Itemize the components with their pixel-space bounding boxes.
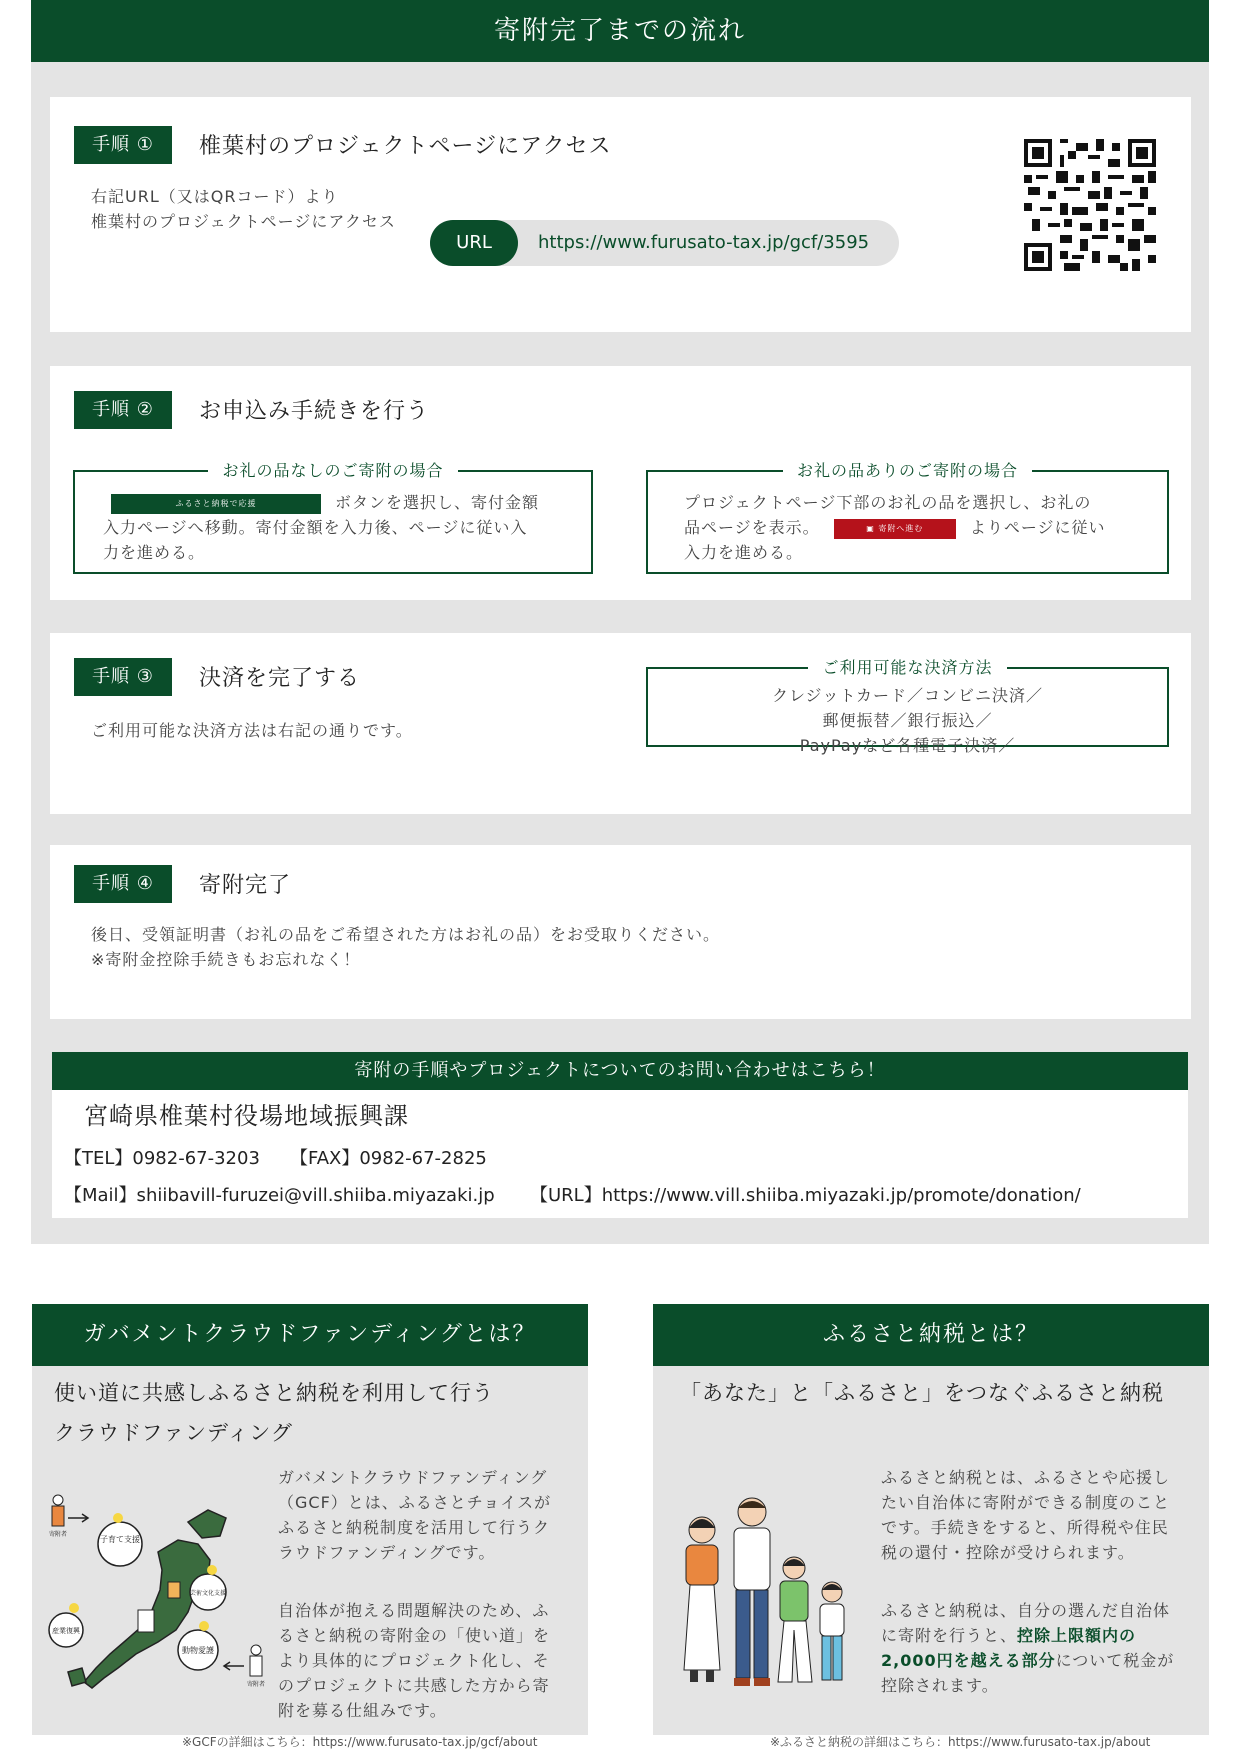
gcf-subtitle-line2: クラウドファンディング	[54, 1421, 293, 1445]
payment-methods-box	[646, 658, 1169, 755]
furusato-paragraph1: ふるさと納税とは、ふるさとや応援し たい自治体に寄附ができる制度のこと です。手続きをすると、所得税や住民 税の還付・控除が受けられます。	[881, 1468, 1171, 1562]
step2-badge: 手順 ②	[74, 391, 172, 429]
map-label-geijutsu: 芸術文化支援	[189, 1590, 227, 1597]
furusato-footnote[interactable]: ※ふるさと納税の詳細はこちら：https://www.furusato-tax.jp/about	[770, 1735, 1151, 1749]
map-label-kosodate: 子育て支援	[100, 1535, 140, 1544]
map-label-dobutsu: 動物愛護	[182, 1646, 214, 1655]
step3-title: 決済を完了する	[199, 666, 361, 691]
payment-methods-legend: ご利用可能な決済方法	[808, 658, 1006, 677]
with-gift-box	[646, 461, 1169, 574]
step4-badge: 手順 ④	[74, 865, 172, 903]
step2-title: お申込み手続きを行う	[199, 399, 430, 424]
furusato-support-button[interactable]: ふるさと納税で応援	[111, 494, 321, 514]
gcf-footnote[interactable]: ※GCFの詳細はこちら：https://www.furusato-tax.jp/gcf/about	[182, 1735, 538, 1749]
contact-bar: 寄附の手順やプロジェクトについてのお問い合わせはこちら！	[52, 1052, 1188, 1090]
gcf-heading: ガバメントクラウドファンディングとは？	[32, 1304, 588, 1366]
no-gift-instructions: ふるさと納税で応援 ボタンを選択し、寄付金額 入力ページへ移動。寄付金額を入力後、ページに従い入 力を進める。	[103, 493, 540, 562]
step4-card	[50, 845, 1191, 1019]
japan-map-illustration	[48, 1482, 268, 1702]
map-label-kifusha-left: 寄附者	[48, 1531, 68, 1538]
proceed-donation-button[interactable]: ▣ 寄附へ進む	[834, 519, 956, 539]
step1-description: 右記URL（又はQRコード）より 椎葉村のプロジェクトページにアクセス	[91, 187, 396, 231]
no-gift-box	[73, 461, 593, 574]
step3-card	[50, 633, 1191, 814]
qr-code-icon[interactable]	[1024, 139, 1156, 271]
contact-url[interactable]: 【URL】https://www.vill.shiiba.miyazaki.jp/promote/donation/	[530, 1185, 1081, 1206]
contact-tel[interactable]: 【TEL】0982-67-3203	[64, 1148, 260, 1169]
family-illustration	[672, 1490, 872, 1700]
contact-fax: 【FAX】0982-67-2825	[290, 1148, 487, 1169]
step3-description: ご利用可能な決済方法は右記の通りです。	[91, 721, 413, 740]
flow-title: 寄附完了までの流れ	[31, 0, 1209, 62]
project-url-link[interactable]: https://www.furusato-tax.jp/gcf/3595	[538, 232, 870, 253]
contact-info	[52, 1090, 1188, 1218]
map-label-kifusha-right: 寄附者	[246, 1681, 266, 1688]
step4-title: 寄附完了	[199, 873, 292, 898]
furusato-heading: ふるさと納税とは？	[653, 1304, 1209, 1366]
gcf-paragraph2: 自治体が抱える問題解決のため、ふ るさと納税の寄附金の「使い道」を より具体的にプロジェクト化し、そ のプロジェクトに共感した方から寄 附を募る仕組みです。	[278, 1601, 551, 1720]
url-label: URL	[430, 220, 518, 266]
no-gift-legend: お礼の品なしのご寄附の場合	[208, 461, 457, 480]
payment-methods-list: クレジットカード／コンビニ決済／ 郵便振替／銀行振込／ PayPayなど各種電子決済／	[771, 686, 1044, 755]
furusato-paragraph2: ふるさと納税は、自分の選んだ自治体 に寄附を行うと、控除上限額内の 2,000円を越える部分について税金が 控除されます。	[881, 1601, 1175, 1695]
step4-description: 後日、受領証明書（お礼の品をご希望された方はお礼の品）をお受取りください。 ※寄附金控除手続きもお忘れなく！	[91, 925, 721, 969]
step1-card	[50, 97, 1191, 332]
step3-badge: 手順 ③	[74, 658, 172, 696]
furusato-subtitle: 「あなた」と「ふるさと」をつなぐふるさと納税	[680, 1381, 1164, 1405]
step1-title: 椎葉村のプロジェクトページにアクセス	[199, 134, 612, 159]
contact-mail[interactable]: 【Mail】shiibavill-furuzei@vill.shiiba.miyazaki.jp	[64, 1185, 495, 1206]
with-gift-instructions: プロジェクトページ下部のお礼の品を選択し、お礼の 品ページを表示。 ▣ 寄附へ進む よりページに従い 入力を進める。	[684, 493, 1106, 562]
contact-org: 宮崎県椎葉村役場地域振興課	[84, 1102, 409, 1130]
gcf-subtitle-line1: 使い道に共感しふるさと納税を利用して行う	[54, 1381, 494, 1405]
with-gift-legend: お礼の品ありのご寄附の場合	[783, 461, 1032, 480]
map-label-sangyo: 産業復興	[52, 1627, 80, 1635]
gcf-paragraph1: ガバメントクラウドファンディング （GCF）とは、ふるさとチョイスが ふるさと納税制度を活用して行うク ラウドファンディングです。	[278, 1468, 552, 1562]
step1-badge: 手順 ①	[74, 126, 172, 164]
step2-card	[50, 366, 1191, 600]
gift-icon: ▣	[866, 523, 879, 533]
